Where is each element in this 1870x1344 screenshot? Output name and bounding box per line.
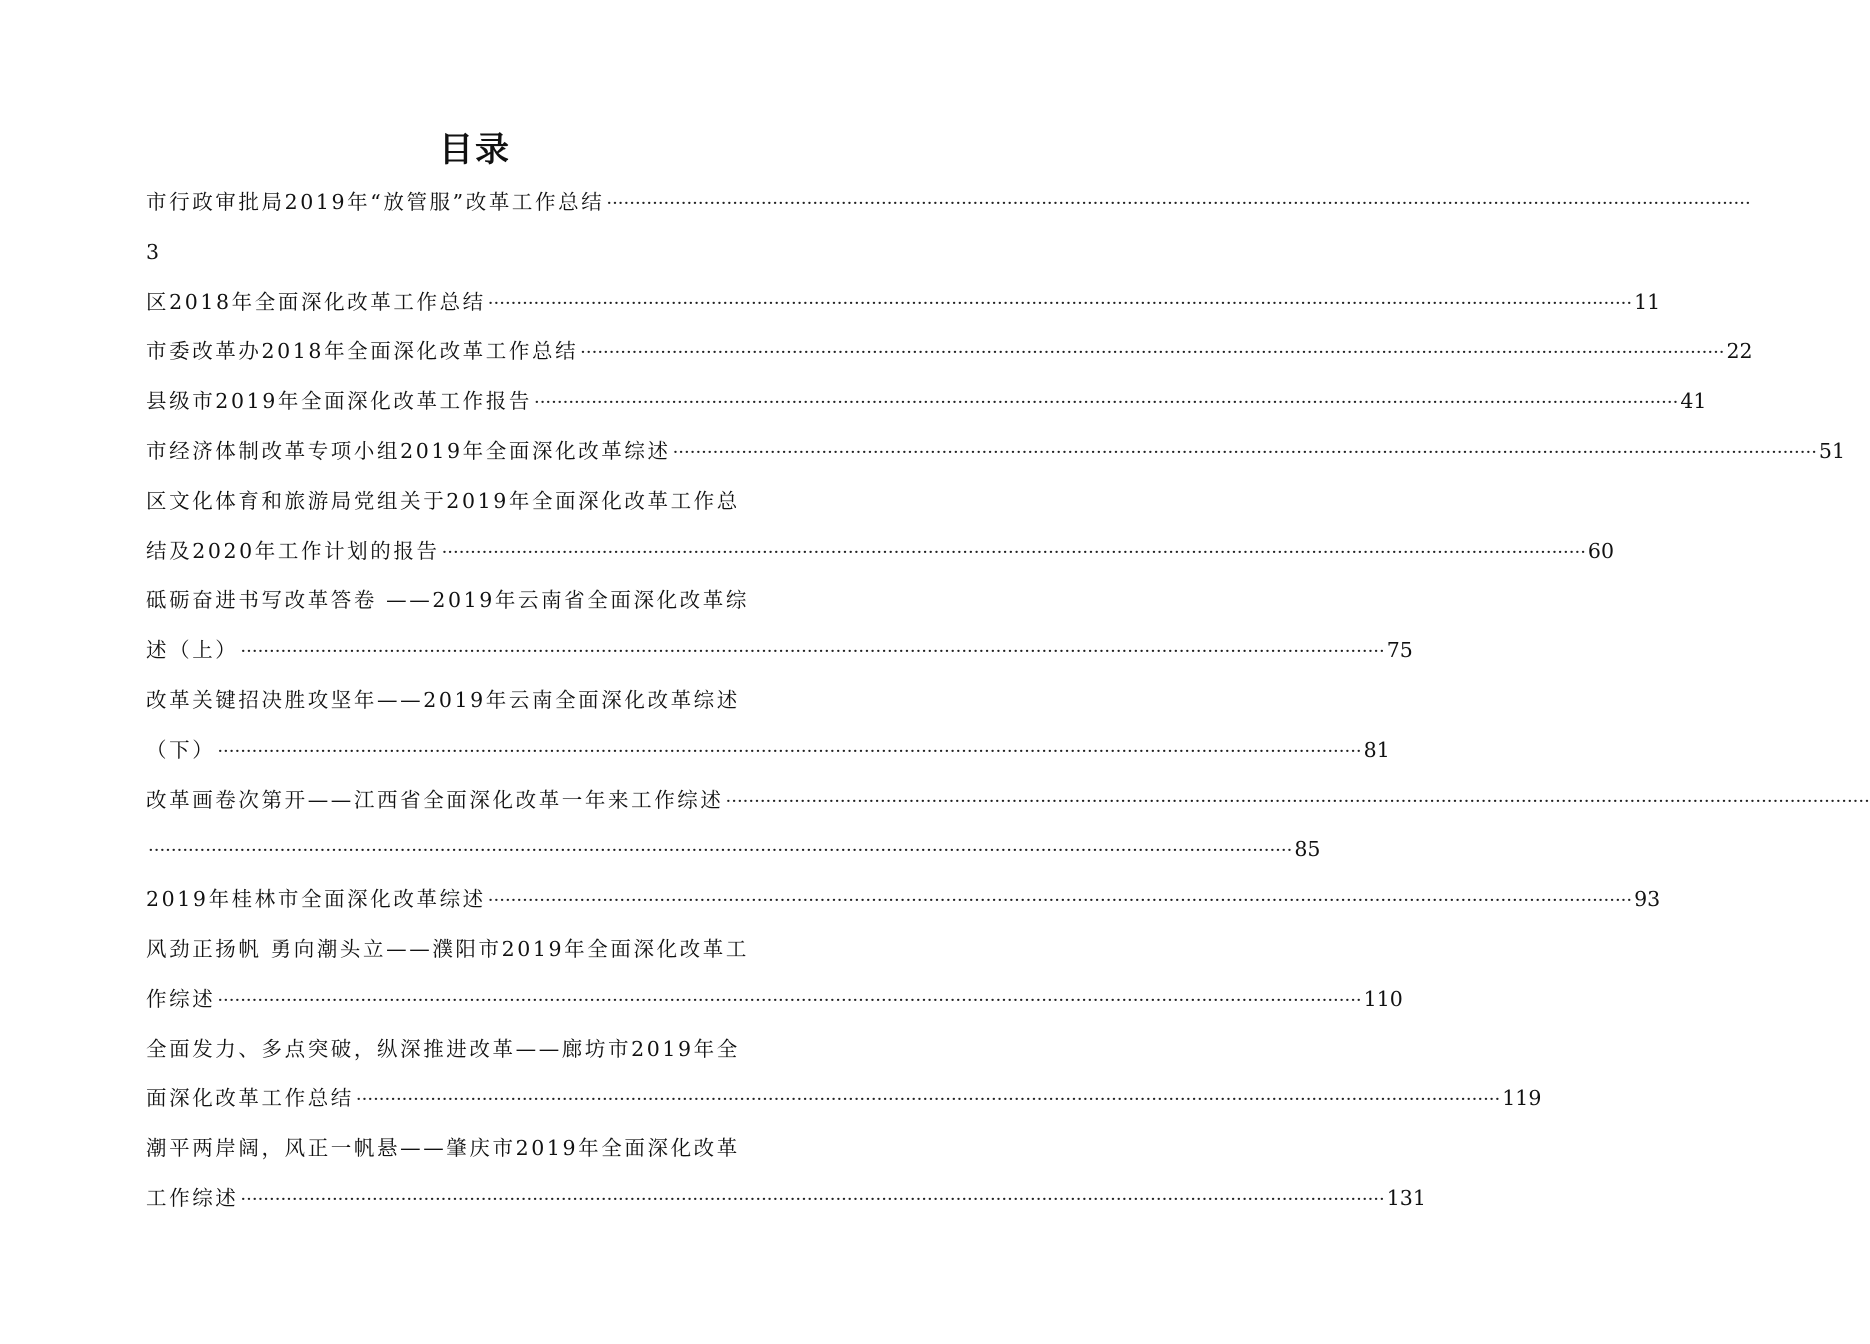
toc-entry-text: 市经济体制改革专项小组2019年全面深化改革综述 — [146, 438, 671, 463]
dot-leader: ········································································································································································································ — [441, 541, 1586, 563]
toc-entry-page: 110 — [1363, 986, 1403, 1011]
page-title: 目录 — [439, 130, 511, 170]
toc-entry-text: 工作综述 — [146, 1185, 239, 1210]
dot-leader: ········································································································································································································ — [217, 740, 1362, 762]
toc-entry-7-line-1[interactable] — [146, 576, 806, 626]
dot-leader: ········································································································································································································ — [148, 840, 1293, 862]
toc-entry-3[interactable] — [146, 327, 1753, 377]
toc-entry-text: 区2018年全面深化改革工作总结 — [146, 289, 486, 314]
toc-entry-page: 51 — [1818, 438, 1846, 463]
toc-entry-6-line-1[interactable] — [146, 477, 806, 527]
toc-entry-page: 75 — [1386, 638, 1413, 663]
dot-leader: ········································································································································································································ — [725, 790, 1870, 812]
toc-entry-page: 60 — [1587, 538, 1615, 563]
toc-entry-text: 改革画卷次第开——江西省全面深化改革一年来工作综述 — [146, 787, 724, 812]
toc-entry-12-line-2[interactable] — [146, 1074, 1542, 1124]
dot-leader: ········································································································································································································ — [217, 989, 1362, 1011]
toc-entry-4[interactable] — [146, 377, 1707, 427]
toc-entry-11-line-1[interactable] — [146, 925, 806, 975]
toc-entry-8-line-2[interactable] — [146, 726, 1390, 776]
toc-entry-13-line-1[interactable] — [146, 1124, 806, 1174]
toc-entry-text: 风劲正扬帆 勇向潮头立——濮阳市2019年全面深化改革工 — [146, 936, 749, 961]
toc-entry-11-line-2[interactable] — [146, 975, 1403, 1025]
dot-leader: ········································································································································································································ — [672, 441, 1817, 463]
toc-entry-5[interactable] — [146, 427, 1846, 477]
toc-entry-text: 市委改革办2018年全面深化改革工作总结 — [146, 339, 579, 364]
toc-entry-page: 131 — [1386, 1185, 1426, 1210]
toc-entry-text: 改革关键招决胜攻坚年——2019年云南全面深化改革综述 — [146, 687, 740, 712]
toc-entry-6-line-2[interactable] — [146, 527, 1615, 577]
toc-entry-13-line-2[interactable] — [146, 1174, 1426, 1224]
toc-entry-2[interactable] — [146, 278, 1661, 328]
toc-entry-page: 119 — [1502, 1086, 1542, 1111]
toc-entry-text: 述（上） — [146, 638, 239, 663]
toc-entry-page: 3 — [146, 239, 160, 264]
toc-entry-12-line-1[interactable] — [146, 1025, 806, 1075]
toc-entry-text: 潮平两岸阔，风正一帆悬——肇庆市2019年全面深化改革 — [146, 1136, 740, 1161]
toc-entry-8-line-1[interactable] — [146, 676, 806, 726]
dot-leader: ········································································································································································································ — [580, 342, 1725, 364]
toc-entry-text: 结及2020年工作计划的报告 — [146, 538, 440, 563]
toc-entry-text: 县级市2019年全面深化改革工作报告 — [146, 389, 532, 414]
toc-entry-1-line-2[interactable] — [146, 228, 806, 278]
toc-entry-text: 市行政审批局2019年“放管服”改革工作总结 — [146, 190, 605, 214]
toc-entry-page: 11 — [1634, 289, 1661, 314]
dot-leader: ········································································································································································································ — [487, 890, 1633, 912]
dot-leader: ········································································································································································································ — [355, 1089, 1501, 1111]
toc-entry-1-line-1[interactable] — [146, 178, 1751, 228]
dot-leader: ········································································································································································································ — [606, 193, 1751, 214]
toc-entry-page: 85 — [1294, 837, 1321, 862]
toc-entry-text: 面深化改革工作总结 — [146, 1086, 354, 1111]
toc-entry-text: 全面发力、多点突破，纵深推进改革——廊坊市2019年全 — [146, 1036, 740, 1061]
toc-entry-page: 41 — [1680, 389, 1707, 414]
table-of-contents — [146, 178, 1870, 1224]
toc-entry-10[interactable] — [146, 875, 1661, 925]
toc-entry-page: 22 — [1726, 339, 1753, 364]
toc-entry-text: 区文化体育和旅游局党组关于2019年全面深化改革工作总 — [146, 488, 740, 513]
toc-entry-text: 2019年桂林市全面深化改革综述 — [146, 887, 486, 912]
dot-leader: ········································································································································································································ — [240, 1188, 1385, 1210]
dot-leader: ········································································································································································································ — [487, 292, 1633, 314]
toc-entry-7-line-2[interactable] — [146, 626, 1413, 676]
toc-entry-page: 93 — [1634, 887, 1661, 912]
toc-entry-9-line-2[interactable] — [146, 825, 1321, 875]
dot-leader: ········································································································································································································ — [533, 392, 1679, 414]
toc-entry-page: 81 — [1363, 737, 1390, 762]
toc-entry-9-line-1[interactable] — [146, 776, 1870, 826]
toc-entry-text: 砥砺奋进书写改革答卷 ——2019年云南省全面深化改革综 — [146, 588, 749, 613]
toc-entry-text: （下） — [146, 737, 216, 762]
dot-leader: ········································································································································································································ — [240, 641, 1385, 663]
toc-entry-text: 作综述 — [146, 986, 216, 1011]
